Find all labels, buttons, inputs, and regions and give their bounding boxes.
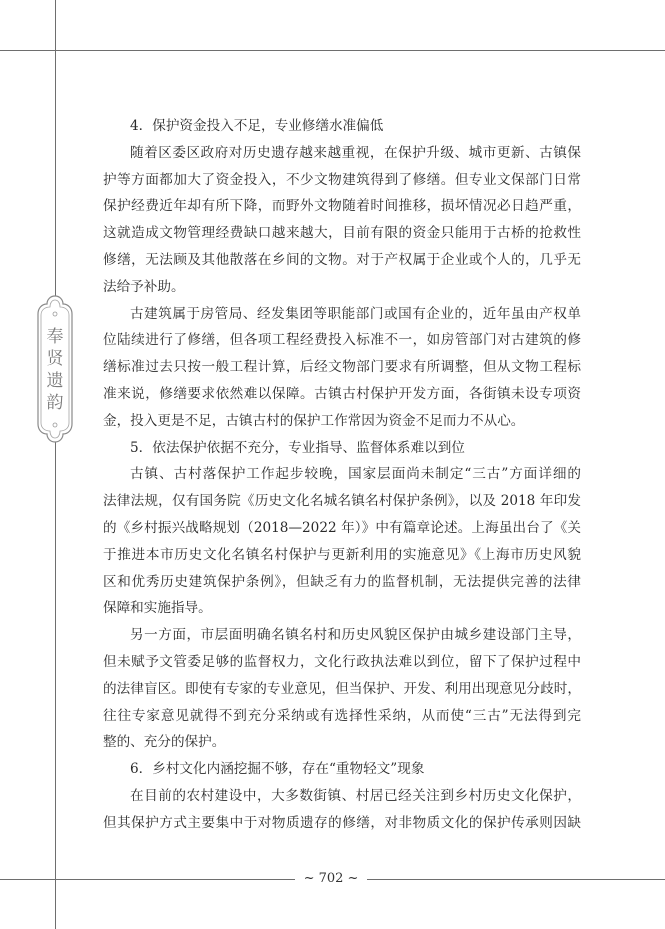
- badge-char: 奉: [46, 327, 64, 347]
- top-rule: [0, 50, 665, 51]
- text-line: 古镇、古村落保护工作起步较晚，国家层面尚未制定“三古”方面详细的: [130, 466, 581, 483]
- text-line: 法给予补助。: [103, 278, 185, 295]
- text-line: 另一方面，市层面明确名镇名村和历史风貌区保护由城乡建设部门主导，: [130, 627, 581, 644]
- badge-char: 遗: [46, 371, 64, 391]
- text-line: 保障和实施指导。: [103, 600, 212, 617]
- text-line: 4．保护资金投入不足，专业修缮水准偏低: [130, 118, 384, 134]
- book-title-badge: [36, 294, 74, 444]
- text-line: 但未赋予文管委足够的监督权力，文化行政执法难以到位，留下了保护过程中: [103, 653, 581, 670]
- text-line: 法律法规，仅有国务院《历史文化名城名镇名村保护条例》，以及 2018 年印发: [103, 493, 581, 510]
- text-line: 的《乡村振兴战略规划（2018—2022 年）》中有篇章论述。上海虽出台了《关: [103, 519, 581, 536]
- text-line: 随着区委区政府对历史遗存越来越重视，在保护升级、城市更新、古镇保: [130, 144, 581, 161]
- text-line: 修缮，无法顾及其他散落在乡间的文物。对于产权属于企业或个人的，几乎无: [103, 251, 581, 268]
- text-line: 保护经费近年却有所下降，而野外文物随着时间推移，损坏情况必日趋严重，: [103, 198, 581, 215]
- left-margin-rule: [55, 0, 56, 929]
- text-line: 6．乡村文化内涵挖掘不够，存在“重物轻文”现象: [130, 761, 425, 778]
- text-line: 古建筑属于房管局、经发集团等职能部门或国有企业的，近年虽由产权单: [130, 305, 581, 322]
- bottom-rule-left: [0, 879, 295, 880]
- badge-title: [36, 326, 74, 414]
- text-line: 位陆续进行了修缮，但各项工程经费投入标准不一，如房管部门对古建筑的修: [103, 332, 581, 349]
- text-line: 准来说，修缮要求依然难以保障。古镇古村保护开发方面，各街镇未设专项资: [103, 385, 581, 402]
- text-line: 金，投入更是不足，古镇古村的保护工作常因为资金不足而力不从心。: [103, 412, 525, 429]
- badge-char: 韵: [46, 393, 64, 413]
- text-line: 区和优秀历史建筑保护条例》，但缺乏有力的监督机制，无法提供完善的法律: [103, 573, 581, 590]
- badge-char: 贤: [46, 349, 64, 369]
- page-number: ~ 702 ~: [303, 871, 359, 886]
- text-line: 往往专家意见就得不到充分采纳或有选择性采纳，从而使“三古”无法得到完: [103, 707, 581, 724]
- text-line: 在目前的农村建设中，大多数街镇、村居已经关注到乡村历史文化保护，: [130, 787, 581, 804]
- text-line: 于推进本市历史文化名镇名村保护与更新利用的实施意见》《上海市历史风貌: [103, 546, 581, 563]
- text-line: 这就造成文物管理经费缺口越来越大，目前有限的资金只能用于古桥的抢救性: [103, 225, 581, 242]
- text-line: 5．依法保护依据不充分，专业指导、监督体系难以到位: [130, 439, 465, 456]
- bottom-rule-right: [367, 879, 665, 880]
- text-line: 的法律盲区。即使有专家的专业意见，但当保护、开发、利用出现意见分歧时，: [103, 680, 581, 697]
- text-line: 缮标准过去只按一般工程计算，后经文物部门要求有所调整，但从文物工程标: [103, 359, 581, 376]
- text-line: 整的、充分的保护。: [103, 734, 226, 751]
- text-line: 但其保护方式主要集中于对物质遗存的修缮，对非物质文化的保护传承则因缺: [103, 814, 581, 831]
- body-text: [103, 113, 581, 837]
- text-line: 护等方面都加大了资金投入，不少文物建筑得到了修缮。但专业文保部门日常: [103, 171, 581, 188]
